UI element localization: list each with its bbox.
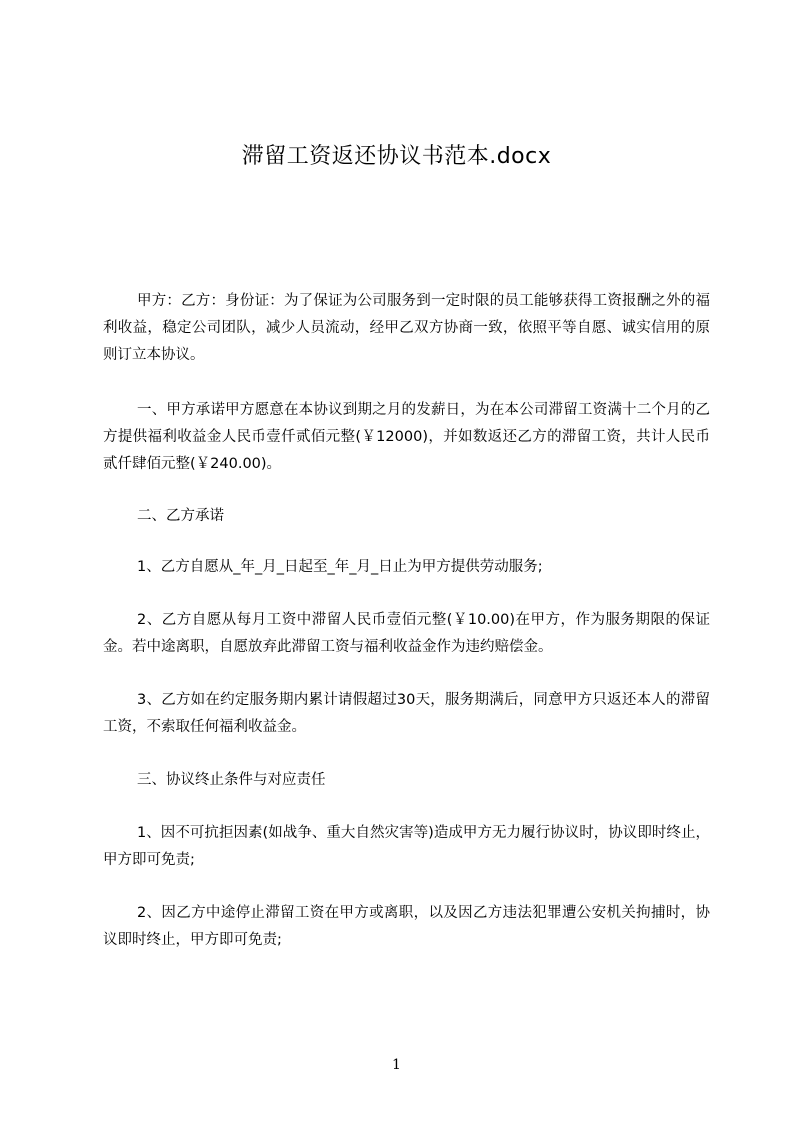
section-heading-party-b: 二、乙方承诺 bbox=[137, 508, 224, 524]
page-number: 1 bbox=[392, 1057, 401, 1073]
clause-c-2: 2、因乙方中途停止滞留工资在甲方或离职，以及因乙方违法犯罪遭公安机关拘捕时，协议即时终止，甲方即可免责; bbox=[103, 905, 710, 948]
clause-c-1: 1、因不可抗拒因素(如战争、重大自然灾害等)造成甲方无力履行协议时，协议即时终止，甲方即可免责; bbox=[103, 825, 710, 868]
clause-b-3: 3、乙方如在约定服务期内累计请假超过30天，服务期满后，同意甲方只返还本人的滞留工资，不索取任何福利收益金。 bbox=[103, 692, 710, 735]
paragraph-preamble: 甲方：乙方：身份证：为了保证为公司服务到一定时限的员工能够获得工资报酬之外的福利收益，稳定公司团队，减少人员流动，经甲乙双方协商一致，依照平等自愿、诚实信用的原则订立本协议。 bbox=[103, 293, 710, 363]
clause-b-2: 2、乙方自愿从每月工资中滞留人民币壹佰元整(￥10.00)在甲方，作为服务期限的保证金。若中途离职，自愿放弃此滞留工资与福利收益金作为违约赔偿金。 bbox=[103, 612, 710, 655]
section-heading-termination: 三、协议终止条件与对应责任 bbox=[137, 772, 326, 788]
document-title: 滞留工资返还协议书范本.docx bbox=[241, 144, 552, 169]
paragraph-party-a-commitment: 一、甲方承诺甲方愿意在本协议到期之月的发薪日，为在本公司滞留工资满十二个月的乙方提供福利收益金人民币壹仟贰佰元整(￥12000)，并如数返还乙方的滞留工资，共计人民币贰仟肆佰元整(￥240.00)。 bbox=[103, 402, 710, 472]
clause-b-1: 1、乙方自愿从_年_月_日起至_年_月_日止为甲方提供劳动服务; bbox=[137, 559, 543, 575]
